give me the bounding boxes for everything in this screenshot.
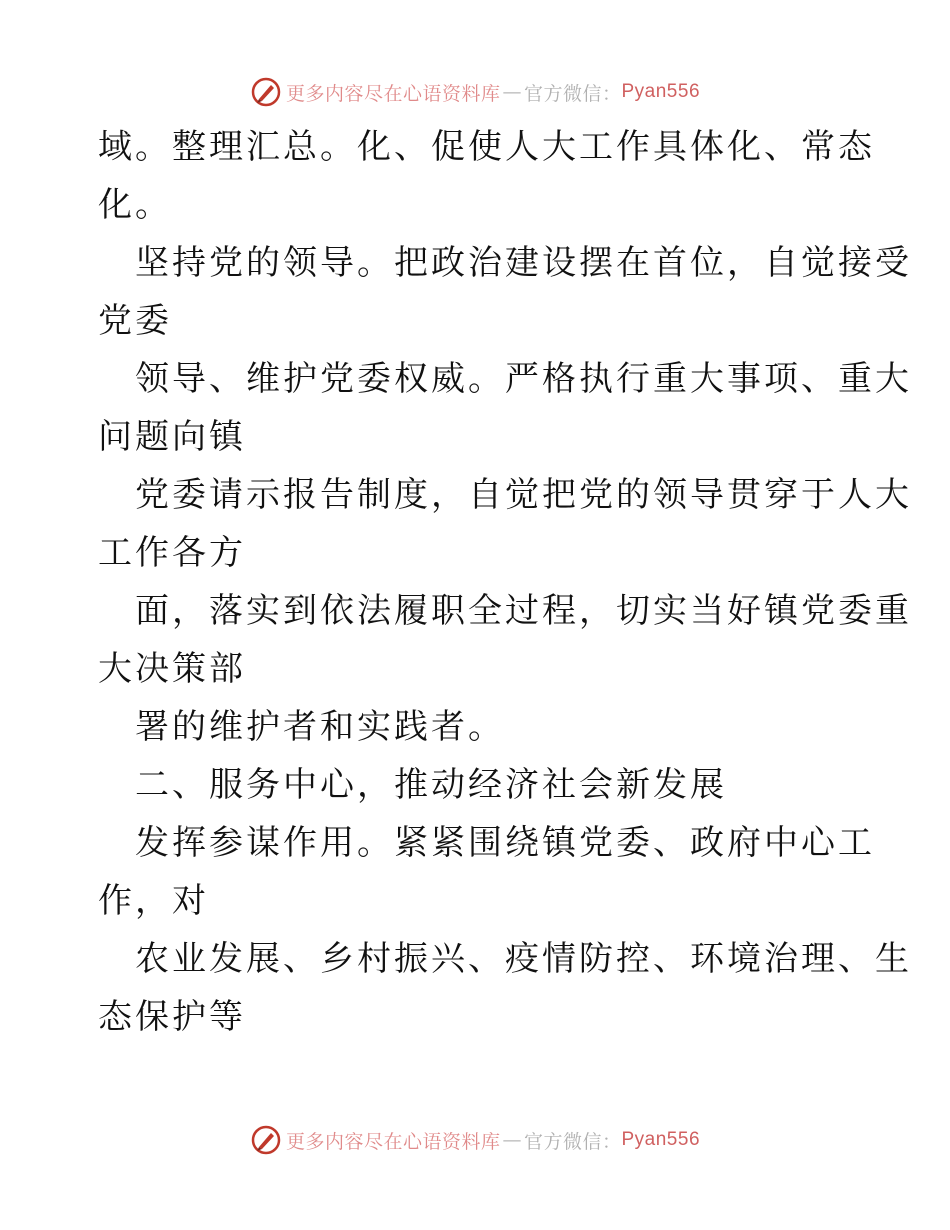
text-line: 问题向镇 bbox=[98, 417, 246, 457]
text-line: 领导、维护党委权威。严格执行重大事项、重大 bbox=[135, 359, 912, 399]
text-line: 工作各方 bbox=[98, 533, 246, 573]
text-line: 大决策部 bbox=[98, 649, 246, 689]
text-line: 署的维护者和实践者。 bbox=[135, 707, 505, 747]
text-line: 发挥参谋作用。紧紧围绕镇党委、政府中心工 bbox=[135, 823, 875, 863]
document-body bbox=[98, 118, 912, 1046]
watermark-label: 官方微信： bbox=[523, 1130, 622, 1153]
watermark-separator: — bbox=[502, 1129, 522, 1151]
text-line: 作，对 bbox=[98, 881, 209, 921]
watermark-site: 更多内容尽在心语资料库 bbox=[285, 82, 501, 105]
watermark-id: Pyan556 bbox=[621, 1129, 701, 1150]
text-line: 坚持党的领导。把政治建设摆在首位，自觉接受 bbox=[135, 243, 912, 283]
text-line: 党委请示报告制度，自觉把党的领导贯穿于人大 bbox=[135, 475, 912, 515]
watermark-label: 官方微信： bbox=[523, 82, 622, 105]
pen-logo-icon bbox=[250, 1124, 282, 1156]
watermark-separator: — bbox=[502, 81, 522, 103]
text-line: 态保护等 bbox=[98, 997, 246, 1037]
watermark-site: 更多内容尽在心语资料库 bbox=[285, 1130, 501, 1153]
text-line: 党委 bbox=[98, 301, 172, 341]
text-line: 农业发展、乡村振兴、疫情防控、环境治理、生 bbox=[135, 939, 912, 979]
pen-logo-icon bbox=[250, 76, 282, 108]
text-line: 二、服务中心，推动经济社会新发展 bbox=[135, 765, 727, 805]
text-line: 面，落实到依法履职全过程，切实当好镇党委重 bbox=[135, 591, 912, 631]
text-line: 化。 bbox=[98, 185, 172, 225]
watermark-id: Pyan556 bbox=[621, 81, 701, 102]
text-line: 域。整理汇总。化、促使人大工作具体化、常态 bbox=[98, 127, 875, 167]
footer-watermark bbox=[0, 1120, 950, 1160]
header-watermark bbox=[0, 72, 950, 112]
